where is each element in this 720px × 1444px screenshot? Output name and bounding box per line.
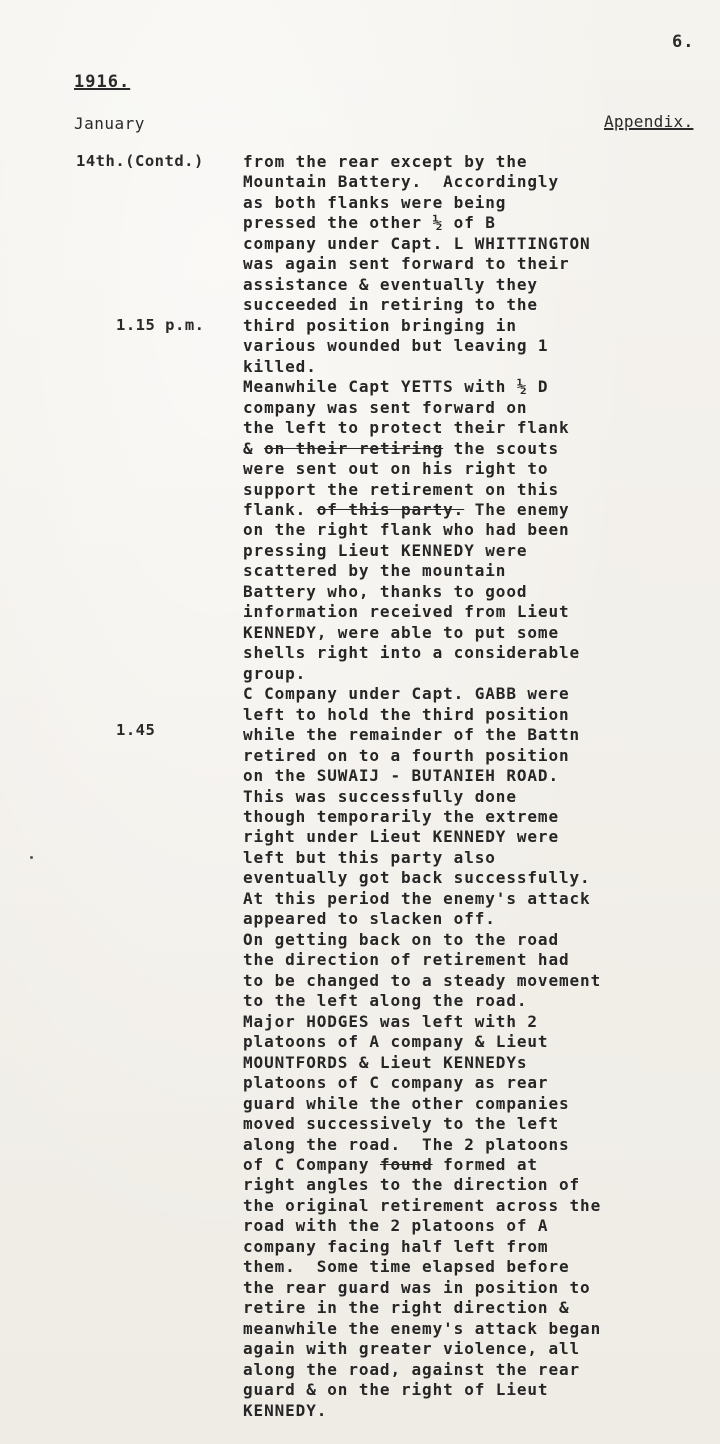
text-line: the original retirement across the [243,1195,602,1215]
text-line: right under Lieut KENNEDY were [243,827,559,847]
text-line: & on their retiring the scouts [243,438,560,458]
text-line: retired on to a fourth position [243,745,570,765]
text-line: company was sent forward on [243,397,528,417]
text-line: was again sent forward to their [243,254,570,274]
page-number: 6. [672,32,695,52]
struck-text: of this party. [316,499,465,519]
text-line: on the SUWAIJ - BUTANIEH ROAD. [243,766,559,786]
text-line: KENNEDY, were able to put some [243,622,559,642]
text-line: platoons of C company as rear [243,1073,549,1093]
text-line: group. [243,663,307,683]
text-line: MOUNTFORDS & Lieut KENNEDYs [243,1052,528,1072]
struck-text: on their retiring [264,438,444,458]
text-line: the direction of retirement had [243,950,570,970]
text-line: on the right flank who had been [243,520,570,540]
month-heading: January [74,114,145,133]
text-line: pressing Lieut KENNEDY were [243,540,528,560]
text-line: left to hold the third position [243,704,570,724]
appendix-label: Appendix. [604,112,694,131]
text-line: flank. of this party. The enemy [243,499,570,519]
text-line: left but this party also [243,847,496,867]
text-line: were sent out on his right to [243,459,549,479]
text-line: moved successively to the left [243,1114,559,1134]
text-line: meanwhile the enemy's attack began [243,1318,602,1338]
text-line: Mountain Battery. Accordingly [243,172,559,192]
text-line: from the rear except by the [243,152,528,171]
text-line: This was successfully done [243,786,517,806]
text-line: again with greater violence, all [243,1339,581,1359]
text-line: scattered by the mountain [243,561,507,581]
text-line: company facing half left from [243,1236,549,1256]
text-line: as both flanks were being [243,192,507,212]
text-line: shells right into a considerable [243,643,581,663]
text-line: eventually got back successfully. [243,868,591,888]
text-line: them. Some time elapsed before [243,1257,570,1277]
text-line: company under Capt. L WHITTINGTON [243,233,591,253]
text-line: the rear guard was in position to [243,1277,591,1297]
text-line: support the retirement on this [243,479,559,499]
text-line: along the road, against the rear [243,1359,581,1379]
margin-time-2: 1.45 [116,721,156,739]
text-line: right angles to the direction of [243,1175,581,1195]
ink-speck [30,856,33,859]
text-line: retire in the right direction & [243,1298,570,1318]
text-line: killed. [243,356,317,376]
text-line: along the road. The 2 platoons [243,1134,570,1154]
text-line: platoons of A company & Lieut [243,1032,549,1052]
text-line: C Company under Capt. GABB were [243,684,570,704]
text-line: information received from Lieut [243,602,570,622]
text-line: guard while the other companies [243,1093,570,1113]
text-line: succeeded in retiring to the [243,295,538,315]
margin-time-1: 1.15 p.m. [116,316,205,334]
text-line: pressed the other ½ of B [243,213,496,233]
text-line: KENNEDY. [243,1400,328,1420]
diary-body [243,152,713,1421]
text-line: road with the 2 platoons of A [243,1216,549,1236]
text-line: of C Company found formed at [243,1154,538,1174]
text-line: assistance & eventually they [243,274,538,294]
text-line: Battery who, thanks to good [243,581,528,601]
text-line: At this period the enemy's attack [243,888,591,908]
text-line: third position bringing in [243,315,517,335]
text-line: On getting back on to the road [243,929,559,949]
text-line: appeared to slacken off. [243,909,496,929]
text-line: guard & on the right of Lieut [243,1380,549,1400]
text-line: the left to protect their flank [243,418,570,438]
text-line: Major HODGES was left with 2 [243,1011,538,1031]
text-line: various wounded but leaving 1 [243,336,549,356]
margin-date: 14th.(Contd.) [76,152,204,170]
struck-text: found [379,1154,433,1174]
text-line: to the left along the road. [243,991,528,1011]
text-line: to be changed to a steady movement [243,970,602,990]
text-line: though temporarily the extreme [243,807,559,826]
text-line: while the remainder of the Battn [243,725,581,745]
text-line: Meanwhile Capt YETTS with ½ D [243,377,549,397]
year-heading: 1916. [74,72,131,92]
